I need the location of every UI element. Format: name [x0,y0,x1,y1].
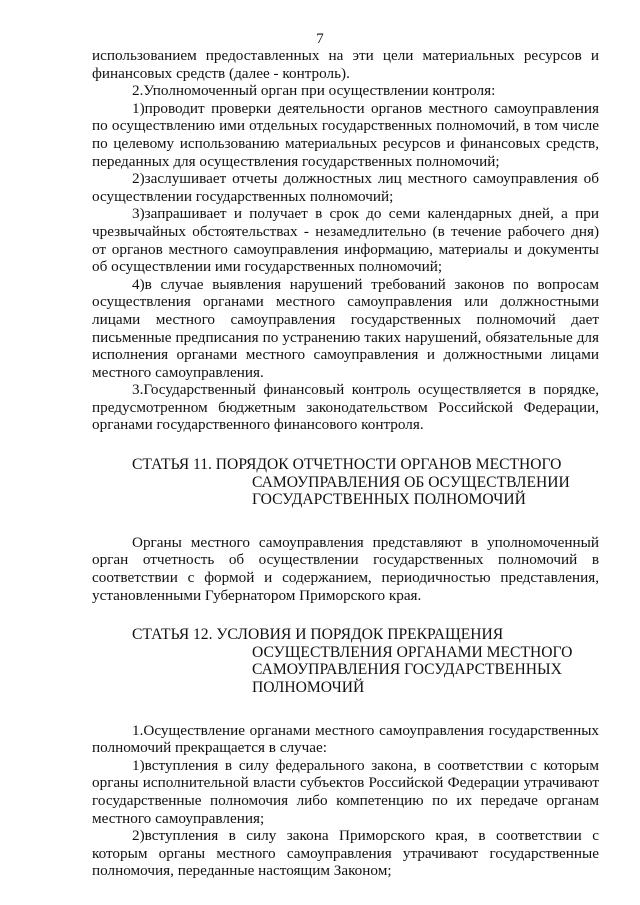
article-11-heading-line-1: СТАТЬЯ 11. ПОРЯДОК ОТЧЕТНОСТИ ОРГАНОВ МЕСТНОГО [132,456,562,474]
paragraph-control-continuation: использованием предоставленных на эти цели материальных ресурсов и финансовых средств (далее - контроль). [92,47,599,82]
paragraph-item-3: 3.Государственный финансовый контроль осуществляется в порядке, предусмотренном бюджетным законодательством Российской Федерации, органами государственного финансового контроля. [92,381,599,434]
paragraph-subitem-1: 1)проводит проверки деятельности органов местного самоуправления по осуществлению ими отдельных государственных полномочий, в том числе по целевому использованию материальных ресурсов и финансовых средств, переданных для осуществления государственных полномочий; [92,99,599,170]
article-11-heading-line-2: САМОУПРАВЛЕНИЯ ОБ ОСУЩЕСТВЛЕНИИ [252,473,570,491]
article-12-heading-line-4: ПОЛНОМОЧИЙ [252,679,365,696]
paragraph-item-2: 2.Уполномоченный орган при осуществлении контроля: [132,82,496,100]
article-12-heading-line-2: ОСУЩЕСТВЛЕНИЯ ОРГАНАМИ МЕСТНОГО [252,643,573,661]
page-number: 7 [316,31,324,47]
article-12-subitem-2: 2)вступления в силу закона Приморского края, в соответствии с которым органы местного самоуправления утрачивают государственные полномочия, переданные настоящим Законом; [92,827,599,880]
paragraph-subitem-2: 2)заслушивает отчеты должностных лиц местного самоуправления об осуществлении государственных полномочий; [92,170,599,205]
paragraph-subitem-4: 4)в случае выявления нарушений требований законов по вопросам осуществления органами местного самоуправления или должностными лицами местного самоуправления государственных полномочий дает письменные предписания по устранению таких нарушений, обязательные для исполнения органами местного самоуправления и должностными лицами местного самоуправления. [92,275,599,381]
article-11-heading-line-3: ГОСУДАРСТВЕННЫХ ПОЛНОМОЧИЙ [252,491,526,509]
article-12-item-1: 1.Осуществление органами местного самоуправления государственных полномочий прекращается в случае: [92,721,599,757]
paragraph-subitem-3: 3)запрашивает и получает в срок до семи календарных дней, а при чрезвычайных обстоятельствах - незамедлительно (в течение рабочего дня) от органов местного самоуправления информацию, материалы и документы об осуществлении ими государственных полномочий; [92,205,599,276]
article-11-body: Органы местного самоуправления представляют в уполномоченный орган отчетность об осуществлении государственных полномочий в соответствии с формой и содержанием, периодичностью представления, установленными Губернатором Приморского края. [92,533,599,604]
article-12-heading-line-3: САМОУПРАВЛЕНИЯ ГОСУДАРСТВЕННЫХ [252,661,562,679]
document-body [92,47,599,880]
article-12-heading-line-1: СТАТЬЯ 12. УСЛОВИЯ И ПОРЯДОК ПРЕКРАЩЕНИЯ [132,626,504,644]
article-11-heading [92,456,599,509]
article-12-heading [92,626,599,696]
article-12-subitem-1: 1)вступления в силу федерального закона, в соответствии с которым органы исполнительной власти субъектов Российской Федерации утрачивают государственные полномочия либо компетенцию по их передаче органам местного самоуправления; [92,756,599,827]
